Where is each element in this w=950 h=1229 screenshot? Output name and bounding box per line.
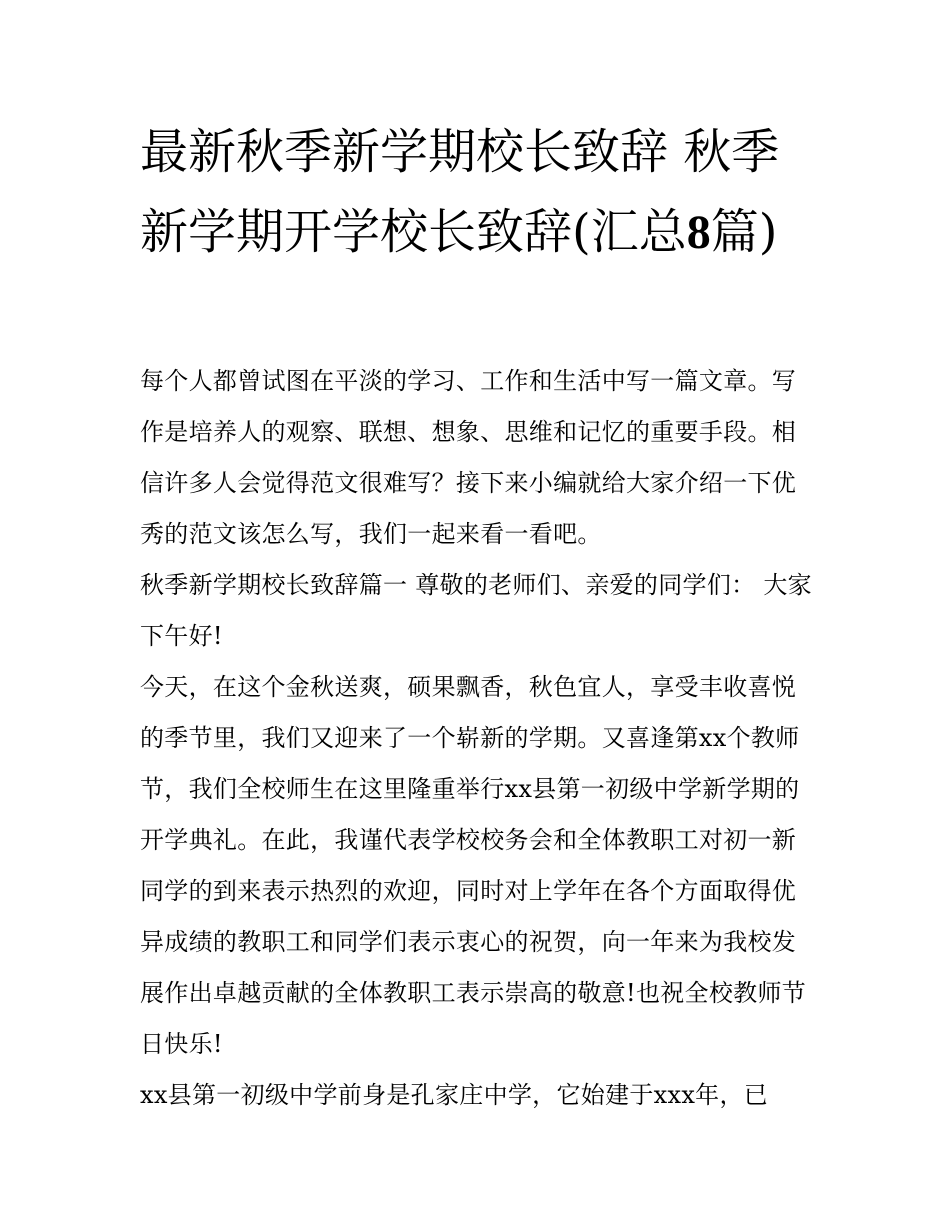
document-title-number: 8 bbox=[686, 206, 711, 259]
intro-paragraph: 每个人都曾试图在平淡的学习、工作和生活中写一篇文章。写作是培养人的观察、联想、想象、思维和记忆的重要手段。相信许多人会觉得范文很难写？接下来小编就给大家介绍一下优秀的范文该怎么写，我们一起来看一看吧。 bbox=[140, 367, 797, 548]
body-paragraph: 今天，在这个金秋送爽，硕果飘香，秋色宜人，享受丰收喜悦的季节里，我们又迎来了一个崭新的学期。又喜逢第xx个教师节，我们全校师生在这里隆重举行xx县第一初级中学新学期的开学典礼。在此，我谨代表学校校务会和全体教职工对初一新同学的到来表示热烈的欢迎，同时对上学年在各个方面取得优异成绩的教职工和同学们表示衷心的祝贺，向一年来为我校发展作出卓越贡献的全体教职工表示崇高的敬意!也祝全校教师节日快乐! bbox=[140, 673, 807, 1058]
document-title-text: 最新秋季新学期校长致辞 秋季新学期开学校长致辞(汇总 bbox=[140, 124, 780, 260]
section-heading-greeting: 秋季新学期校长致辞篇一 尊敬的老师们、亲爱的同学们： 大家下午好! bbox=[140, 571, 812, 650]
body-paragraph-school-history: xx县第一初级中学前身是孔家庄中学，它始建于xxx年，已 bbox=[140, 1081, 769, 1109]
document-body bbox=[140, 356, 812, 1121]
document-title bbox=[140, 112, 820, 273]
document-title-suffix: 篇) bbox=[710, 204, 778, 260]
